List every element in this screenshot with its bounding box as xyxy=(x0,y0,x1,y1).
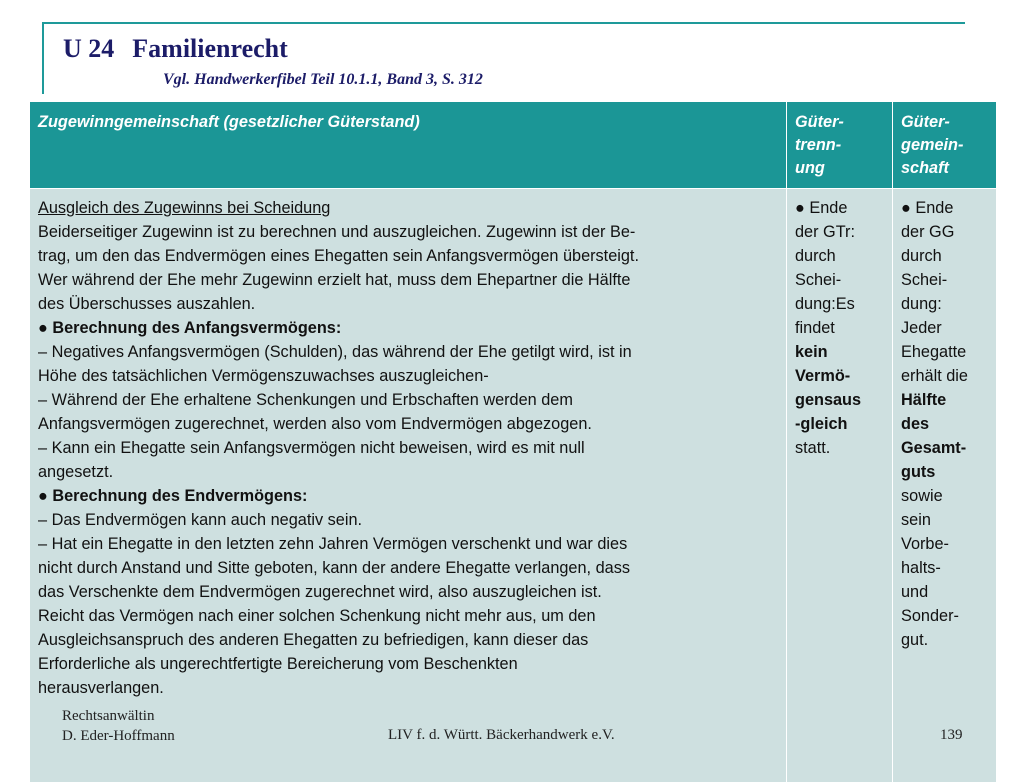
left-rule xyxy=(42,22,44,94)
slide-number-label: U 24 xyxy=(63,34,115,63)
text-line: halts- xyxy=(901,559,941,577)
text-line: ● Ende xyxy=(901,199,954,217)
slide-title xyxy=(63,34,288,64)
text-line: Beiderseitiger Zugewinn ist zu berechnen und auszugleichen. Zugewinn ist der Be- xyxy=(38,223,636,241)
text-line: gut. xyxy=(901,631,929,649)
text-line-bold: Vermö- xyxy=(795,367,851,385)
text-line: Ausgleichsanspruch des anderen Ehegatten zu befriedigen, kann dieser das xyxy=(38,631,589,649)
text-line: durch xyxy=(795,247,836,265)
header-line: Güter- xyxy=(901,113,950,131)
cell-zugewinngemeinschaft xyxy=(30,189,787,783)
text-line: nicht durch Anstand und Sitte geboten, kann der andere Ehegatte verlangen, dass xyxy=(38,559,630,577)
cell-guetergemeinschaft xyxy=(893,189,997,783)
text-line: der GTr: xyxy=(795,223,856,241)
bullet-heading: ● Berechnung des Endvermögens: xyxy=(38,487,308,505)
text-line-bold: kein xyxy=(795,343,828,361)
text-line: ● Ende xyxy=(795,199,848,217)
text-line: – Negatives Anfangsvermögen (Schulden), das während der Ehe getilgt wird, ist in xyxy=(38,343,632,361)
text-line: – Kann ein Ehegatte sein Anfangsvermögen nicht beweisen, wird es mit null xyxy=(38,439,585,457)
text-line: des Überschusses auszahlen. xyxy=(38,295,256,313)
text-line: – Hat ein Ehegatte in den letzten zehn Jahren Vermögen verschenkt und war dies xyxy=(38,535,628,553)
text-line: und xyxy=(901,583,929,601)
header-line: schaft xyxy=(901,159,949,177)
bullet-heading: ● Berechnung des Anfangsvermögens: xyxy=(38,319,342,337)
text-line: dung: xyxy=(901,295,942,313)
slide-title-text: Familienrecht xyxy=(132,34,288,63)
text-line-bold: Hälfte xyxy=(901,391,947,409)
text-line: sein xyxy=(901,511,931,529)
text-line: – Während der Ehe erhaltene Schenkungen und Erbschaften werden dem xyxy=(38,391,573,409)
text-line: Vorbe- xyxy=(901,535,949,553)
text-line: Schei- xyxy=(901,271,948,289)
header-line: trenn- xyxy=(795,136,842,154)
text-line-bold: Gesamt- xyxy=(901,439,967,457)
text-line: Wer während der Ehe mehr Zugewinn erzielt hat, muss dem Ehepartner die Hälfte xyxy=(38,271,631,289)
text-line: Reicht das Vermögen nach einer solchen Schenkung nicht mehr aus, um den xyxy=(38,607,596,625)
text-line: Höhe des tatsächlichen Vermögenszuwachses auszugleichen- xyxy=(38,367,489,385)
footer-author-title: Rechtsanwältin xyxy=(62,708,155,724)
text-line: statt. xyxy=(795,439,831,457)
footer-organization: LIV f. d. Württ. Bäckerhandwerk e.V. xyxy=(388,727,615,743)
header-guetertrennung xyxy=(787,102,893,189)
text-line: dung:Es xyxy=(795,295,855,313)
cell-guetertrennung xyxy=(787,189,893,783)
footer-author xyxy=(62,706,175,746)
header-line: Güter- xyxy=(795,113,844,131)
text-line: durch xyxy=(901,247,942,265)
header-line: Zugewinngemeinschaft (gesetzlicher Güterstand) xyxy=(38,113,420,131)
table-header-row xyxy=(30,102,997,189)
section-heading: Ausgleich des Zugewinns bei Scheidung xyxy=(38,199,331,217)
slide-subtitle: Vgl. Handwerkerfibel Teil 10.1.1, Band 3, S. 312 xyxy=(163,71,483,88)
text-line: das Verschenkte dem Endvermögen zugerechnet wird, also auszugleichen ist. xyxy=(38,583,602,601)
header-guetergemeinschaft xyxy=(893,102,997,189)
page-number: 139 xyxy=(940,727,963,743)
text-line: sowie xyxy=(901,487,943,505)
text-line-bold: gensaus xyxy=(795,391,862,409)
text-line: Anfangsvermögen zugerechnet, werden also vom Endvermögen abgezogen. xyxy=(38,415,592,433)
text-line-bold: -gleich xyxy=(795,415,848,433)
footer-author-name: D. Eder-Hoffmann xyxy=(62,728,175,744)
text-line: angesetzt. xyxy=(38,463,114,481)
comparison-table xyxy=(29,101,997,783)
text-line: herausverlangen. xyxy=(38,679,164,697)
table-row xyxy=(30,189,997,783)
text-line: Jeder xyxy=(901,319,942,337)
header-line: ung xyxy=(795,159,825,177)
top-rule xyxy=(42,22,965,24)
text-line: Schei- xyxy=(795,271,842,289)
text-line: Ehegatte xyxy=(901,343,967,361)
text-line: der GG xyxy=(901,223,955,241)
text-line: Sonder- xyxy=(901,607,959,625)
text-line: erhält die xyxy=(901,367,968,385)
text-line: findet xyxy=(795,319,835,337)
text-line: trag, um den das Endvermögen eines Ehegatten sein Anfangsvermögen übersteigt. xyxy=(38,247,639,265)
header-line: gemein- xyxy=(901,136,964,154)
header-zugewinngemeinschaft xyxy=(30,102,787,189)
text-line: Erforderliche als ungerechtfertigte Bereicherung vom Beschenkten xyxy=(38,655,518,673)
text-line-bold: des xyxy=(901,415,930,433)
text-line-bold: guts xyxy=(901,463,936,481)
text-line: – Das Endvermögen kann auch negativ sein. xyxy=(38,511,363,529)
